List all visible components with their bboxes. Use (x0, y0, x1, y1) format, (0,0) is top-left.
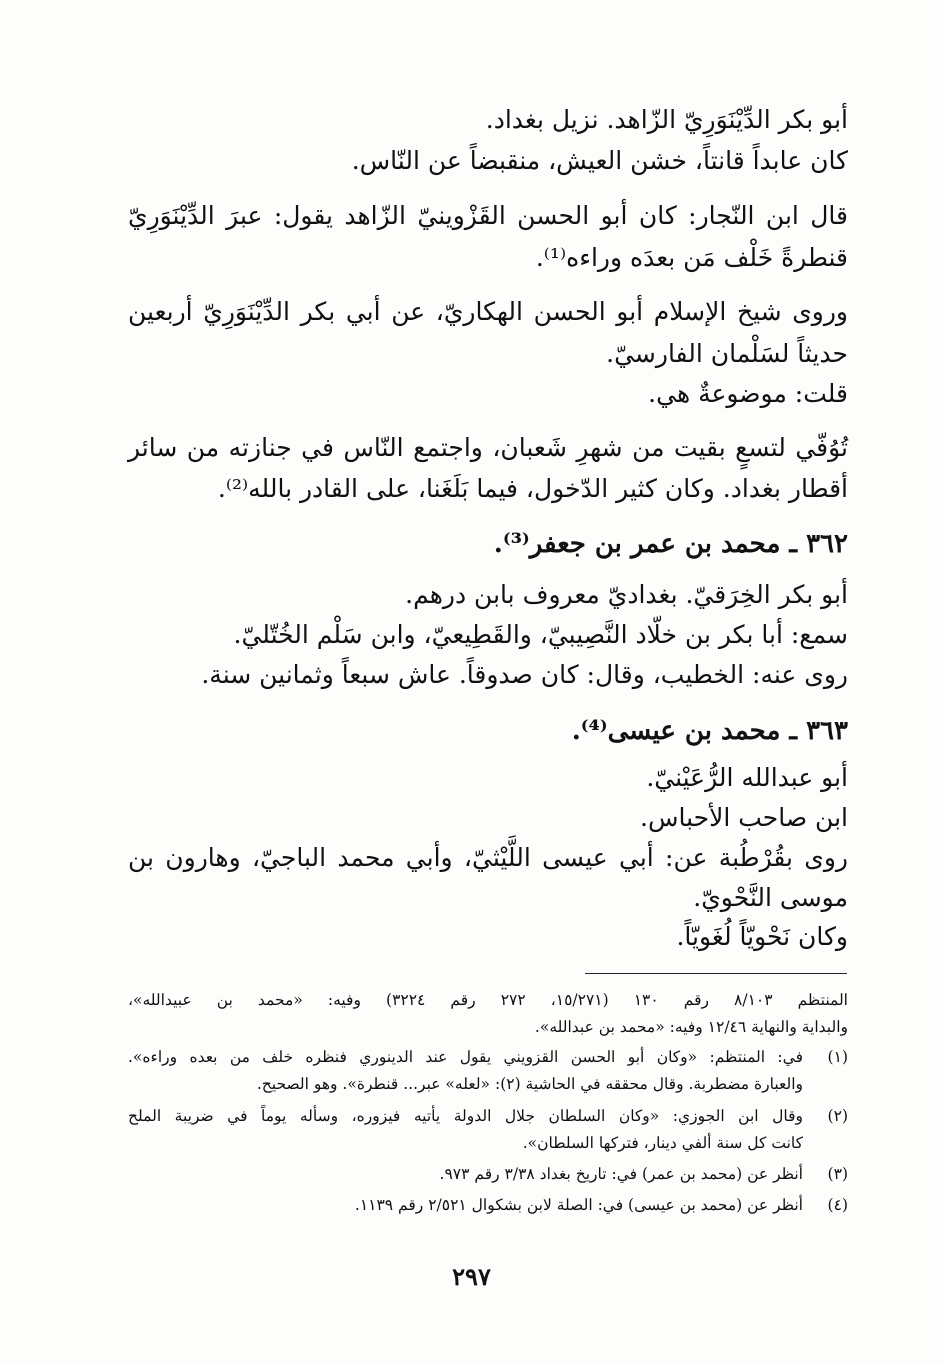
entry-heading: ٣٦٣ ـ محمد بن عيسى⁽⁴⁾. (571, 716, 848, 746)
text-line: وروى شيخ الإسلام أبو الحسن الهكاريّ، عن أبي بكر الدِّيْنَوَرِيّ أربعين (128, 297, 848, 326)
footnote-number: (١) (827, 1048, 848, 1066)
text-line: سمع: أبا بكر بن خلّاد النَّصِيبيّ، والقَطِيعيّ، وابن سَلْم الخُتّليّ. (233, 620, 848, 649)
footnote-line: أنظر عن (محمد بن عمر) في: تاريخ بغداد ٣/٣٨ رقم ٩٧٣. (439, 1165, 803, 1183)
text-line: قلت: موضوعةٌ هي. (648, 379, 848, 408)
text-line: ابن صاحب الأحباس. (640, 803, 848, 832)
footnote-number: (٤) (827, 1196, 848, 1214)
text-line: أبو بكر الخِرَقيّ. بغداديّ معروف بابن درهم. (405, 580, 848, 609)
footnote-separator (585, 973, 847, 974)
text-line: قنطرةً خَلْف مَن بعدَه وراءه⁽¹⁾. (535, 243, 848, 272)
footnote-line: في: المنتظم: «وكان أبو الحسن القزويني يقول عند الدينوري فنظره خلف من بعده وراءه». (128, 1048, 803, 1066)
footnote-line: أنظر عن (محمد بن عيسى) في: الصلة لابن بشكوال ٢/٥٢١ رقم ١١٣٩. (354, 1196, 803, 1214)
footnote-line: كانت كل سنة ألفي دينار، فتركها السلطان». (522, 1134, 803, 1152)
text-line: أبو عبدالله الرُّعَيْنيّ. (646, 763, 848, 792)
text-line: حديثاً لسَلْمان الفارسيّ. (606, 339, 848, 368)
text-line: كان عابداً قانتاً، خشن العيش، منقبضاً عن النّاس. (351, 146, 848, 175)
footnote-number: (٢) (827, 1107, 848, 1125)
text-line: روى بقُرْطُبة عن: أبي عيسى اللَّيْثيّ، وأبي محمد الباجيّ، وهارون بن (128, 843, 848, 872)
text-line: أقطار بغداد. وكان كثير الدّخول، فيما بَلَغَنا، على القادر بالله⁽²⁾. (217, 474, 848, 503)
footnote-number: (٣) (827, 1165, 848, 1183)
text-line: روى عنه: الخطيب، وقال: كان صدوقاً. عاش سبعاً وثمانين سنة. (201, 660, 848, 689)
footnote-line: المنتظم ٨/١٠٣ رقم ١٣٠ (١٥/٢٧١، ٢٧٢ رقم ٣٢٢٤) وفيه: «محمد بن عبيدالله»، (128, 991, 848, 1009)
footnote-line: وقال ابن الجوزي: «وكان السلطان جلال الدولة يأتيه فيزوره، وسأله يوماً في ضريبة الملح (128, 1107, 803, 1125)
text-line: تُوُفّي لتسعٍ بقيت من شهرِ شَعبان، واجتمع النّاس في جنازته من سائر (128, 433, 848, 462)
entry-heading: ٣٦٢ ـ محمد بن عمر بن جعفر⁽³⁾. (493, 529, 848, 559)
footnote-line: والعبارة مضطربة. وقال محققه في الحاشية (٢): «لعله» عبر... قنطرة». وهو الصحيح. (256, 1075, 803, 1093)
footnote-line: والبداية والنهاية ١٢/٤٦ وفيه: «محمد بن عبدالله». (534, 1018, 848, 1036)
page-number: ٢٩٧ (452, 1262, 491, 1291)
text-line: وكان نَحْويّاً لُغَويّاً. (676, 922, 848, 951)
text-line: قال ابن النّجار: كان أبو الحسن القَزْوينيّ الزّاهد يقول: عبرَ الدِّيْنَوَرِيّ (128, 201, 848, 230)
text-line: أبو بكر الدِّيْنَوَرِيّ الزّاهد. نزيل بغداد. (485, 105, 848, 134)
text-line: موسى النَّحْويّ. (693, 883, 848, 912)
